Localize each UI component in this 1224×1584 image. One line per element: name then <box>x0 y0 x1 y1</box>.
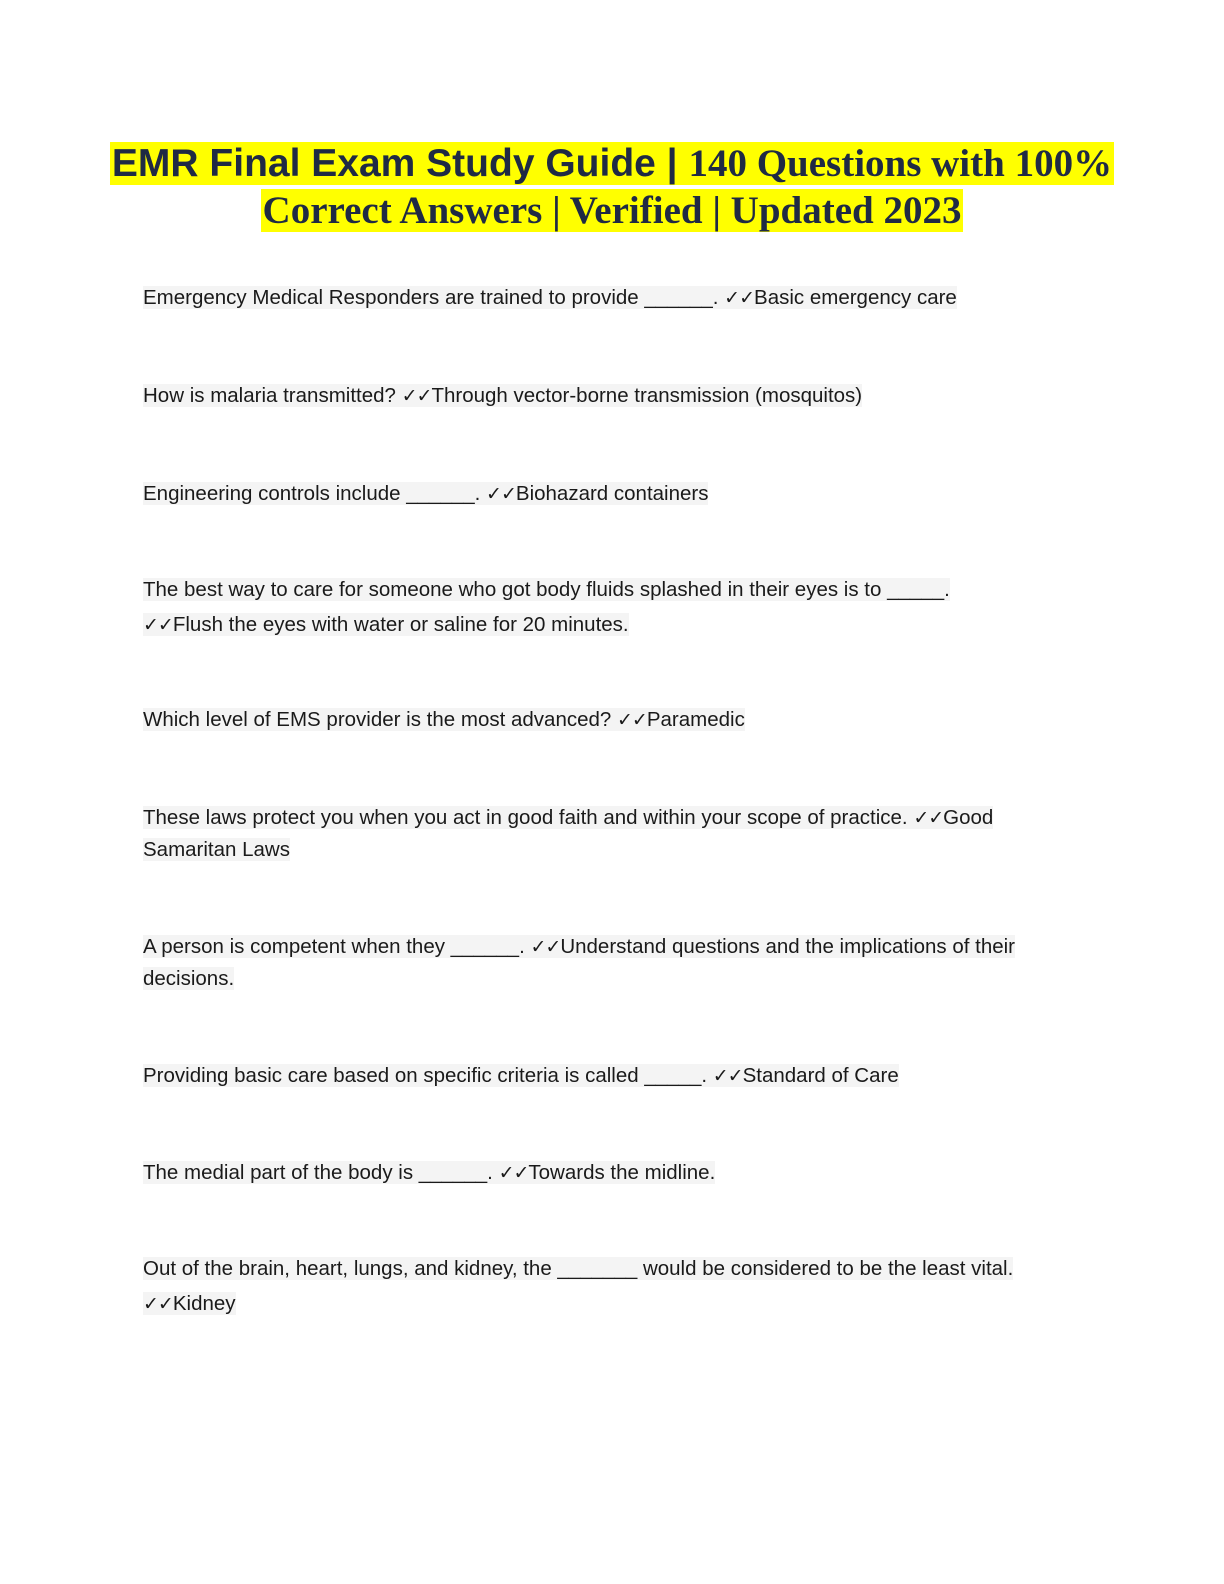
double-check-icon: ✓✓ <box>143 614 173 636</box>
question-text: The medial part of the body is ______. <box>143 1161 499 1184</box>
question-text: Providing basic care based on specific criteria is called _____. <box>143 1064 713 1087</box>
question-text: These laws protect you when you act in good faith and within your scope of practice. <box>143 806 914 829</box>
document-title <box>100 140 1124 234</box>
qa-item-9 <box>143 1157 1068 1189</box>
answer-text: Basic emergency care <box>754 286 957 309</box>
qa-item-2 <box>143 380 1068 412</box>
answer-text: Understand questions and the implications of their decisions. <box>143 935 1016 990</box>
double-check-icon: ✓✓ <box>530 936 561 958</box>
question-text: The best way to care for someone who got body fluids splashed in their eyes is to _____. <box>143 578 950 601</box>
double-check-icon: ✓✓ <box>143 1293 173 1315</box>
qa-item-3 <box>143 478 1068 510</box>
double-check-icon: ✓✓ <box>401 385 432 407</box>
answer-text: Kidney <box>172 1292 236 1315</box>
qa-item-4 <box>143 572 1068 643</box>
qa-item-6 <box>143 802 1068 865</box>
double-check-icon: ✓✓ <box>486 483 516 505</box>
question-text: Out of the brain, heart, lungs, and kidney, the _______ would be considered to be the least vital. <box>143 1257 1014 1280</box>
answer-text: Standard of Care <box>742 1064 899 1087</box>
double-check-icon: ✓✓ <box>724 287 755 309</box>
question-text: Engineering controls include ______. <box>143 482 487 505</box>
qa-item-1 <box>143 282 1068 314</box>
qa-item-10 <box>143 1251 1068 1322</box>
question-text: A person is competent when they ______. <box>143 935 531 958</box>
qa-item-8 <box>143 1060 1068 1092</box>
double-check-icon: ✓✓ <box>617 709 647 731</box>
qa-item-5 <box>143 704 1068 736</box>
double-check-icon: ✓✓ <box>712 1065 743 1087</box>
title-part-1: EMR Final Exam Study Guide | <box>111 142 689 185</box>
double-check-icon: ✓✓ <box>498 1162 529 1184</box>
answer-text: Biohazard containers <box>515 482 709 505</box>
answer-text: Flush the eyes with water or saline for 20 minutes. <box>172 613 629 636</box>
question-text: Which level of EMS provider is the most advanced? <box>143 708 617 731</box>
question-text: How is malaria transmitted? <box>143 384 402 407</box>
answer-text: Towards the midline. <box>528 1161 716 1184</box>
answer-text: Paramedic <box>646 708 745 731</box>
answer-text: Good Samaritan Laws <box>143 806 994 861</box>
title-part-2: 140 Questions with 100% Correct Answers | Verified | Updated 2023 <box>262 142 1113 232</box>
answer-text: Through vector-borne transmission (mosquitos) <box>431 384 863 407</box>
question-text: Emergency Medical Responders are trained to provide ______. <box>143 286 725 309</box>
double-check-icon: ✓✓ <box>913 807 944 829</box>
qa-item-7 <box>143 931 1068 994</box>
